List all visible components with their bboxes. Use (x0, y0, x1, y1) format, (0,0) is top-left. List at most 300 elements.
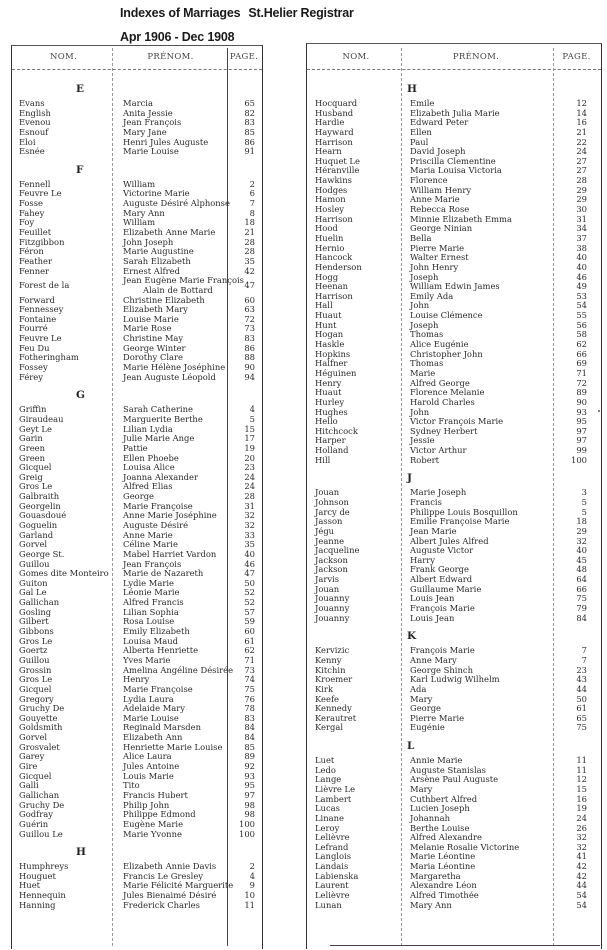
entry-nom: Hearn (315, 146, 342, 157)
entry-page: 72 (576, 377, 587, 388)
entry-nom: Harrison (315, 290, 353, 301)
entry-prenom: Philip John (123, 799, 170, 810)
entry-page: 56 (576, 319, 587, 330)
entry-prenom: John (410, 406, 430, 417)
entry-prenom: Jessie (410, 435, 435, 446)
entry-nom: Esnouf (19, 126, 49, 137)
entry-nom: Gire (19, 761, 38, 772)
entry-page: 32 (576, 535, 587, 546)
entry-nom: Lefrand (315, 841, 349, 852)
entry-prenom: Jean François (123, 558, 182, 569)
entry-page: 65 (244, 98, 255, 108)
entry-prenom: Elizabeth Mary (123, 304, 188, 315)
index-entry (315, 263, 600, 273)
entry-nom: Humphreys (19, 861, 69, 872)
index-entry (315, 488, 600, 498)
entry-page: 90 (576, 396, 587, 407)
entry-page: 6 (249, 188, 255, 199)
entry-page: 73 (244, 323, 255, 334)
entry-page: 28 (244, 491, 255, 502)
entry-prenom: Elizabeth Annie Davis (123, 861, 217, 872)
entry-page: 71 (244, 654, 255, 665)
entry-prenom: Dorothy Clare (123, 352, 183, 363)
entry-page: 27 (576, 165, 587, 176)
entry-prenom: Joseph (410, 271, 439, 282)
entry-page: 15 (244, 423, 255, 434)
entry-nom: Gallichan (19, 597, 60, 608)
right-header-page: PAGE. (562, 52, 591, 62)
entry-nom: Feuvre Le (19, 333, 62, 344)
entry-prenom: Mary Jane (123, 126, 167, 137)
entry-nom: Jackson (315, 554, 348, 565)
entry-nom: Grosvalet (19, 741, 60, 752)
entry-page: 62 (576, 339, 587, 350)
entry-nom: Griffin (19, 404, 47, 415)
entry-page: 100 (239, 828, 255, 839)
entry-page: 62 (244, 645, 255, 656)
entry-page: 97 (244, 789, 255, 800)
entry-page: 78 (244, 703, 255, 714)
entry-prenom: Alfred Elias (123, 481, 173, 492)
entry-page: 97 (576, 425, 587, 436)
entry-prenom: Louisa Maud (123, 635, 178, 646)
entry-prenom-line2: Alain de Bottard (143, 284, 213, 295)
entry-prenom: Arsène Paul Auguste (410, 774, 499, 785)
entry-prenom: Maria Léontine (410, 861, 476, 872)
entry-page: 31 (576, 213, 587, 224)
entry-page: 29 (576, 525, 587, 536)
entry-prenom: George Shinch (410, 664, 473, 675)
entry-prenom: William Henry (410, 184, 472, 195)
index-entry (315, 804, 600, 814)
index-entry (315, 292, 600, 302)
entry-prenom: Marie Yvonne (123, 828, 182, 839)
index-entry (315, 891, 600, 901)
entry-prenom: Priscilla Clementine (410, 155, 496, 166)
entry-page: 21 (576, 126, 587, 137)
entry-page: 83 (244, 712, 255, 723)
entry-page: 84 (244, 722, 255, 733)
entry-prenom: Berthe Louise (410, 822, 470, 833)
entry-prenom: Mabel Harriet Vardon (123, 548, 217, 559)
entry-prenom: Marie Françoise (123, 500, 193, 511)
entry-nom: Fosse (19, 198, 43, 209)
entry-page: 69 (576, 358, 587, 369)
entry-page: 48 (576, 564, 587, 575)
entry-page: 52 (244, 587, 255, 598)
entry-nom: Garey (19, 751, 45, 762)
entry-prenom: Rebecca Rose (410, 204, 470, 215)
entry-page: 61 (576, 703, 587, 714)
entry-page: 84 (244, 732, 255, 743)
entry-prenom: Frederick Charles (123, 899, 200, 910)
entry-page: 44 (576, 683, 587, 694)
entry-nom: Kergal (315, 722, 344, 733)
entry-prenom: Marie Rose (123, 323, 172, 334)
entry-nom: English (19, 107, 51, 118)
section-letter-l: L (407, 740, 415, 753)
left-header-prenom: PRÉNOM. (147, 52, 194, 62)
entry-prenom: David Joseph (410, 146, 466, 157)
entry-page: 100 (239, 818, 255, 829)
entry-prenom: George (410, 703, 442, 714)
entry-page: 85 (244, 741, 255, 752)
entry-nom: Kerautret (315, 712, 357, 723)
entry-page: 90 (244, 362, 255, 373)
entry-prenom: Emile (410, 98, 435, 108)
entry-page: 37 (576, 232, 587, 243)
entry-nom: Gouasdoué (19, 510, 67, 521)
entry-nom: Hancock (315, 252, 353, 263)
entry-prenom: Adelaide Mary (123, 703, 185, 714)
entry-prenom: François Marie (410, 603, 475, 614)
entry-page: 29 (576, 184, 587, 195)
entry-prenom: Marie Léontine (410, 851, 476, 862)
entry-page: 86 (244, 342, 255, 353)
entry-nom: Hernio (315, 242, 345, 253)
entry-prenom: Alfred George (410, 377, 470, 388)
entry-prenom: Sarah Catherine (123, 404, 193, 415)
entry-page: 75 (576, 593, 587, 604)
entry-nom: Kenny (315, 654, 342, 665)
entry-prenom: Francis Hubert (123, 789, 188, 800)
entry-page: 73 (244, 664, 255, 675)
entry-nom: Fennell (19, 178, 51, 189)
section-letter-e: E (76, 83, 85, 95)
entry-prenom: Ada (410, 683, 427, 694)
entry-prenom: Anne Marie Joséphine (123, 510, 217, 521)
right-header-divider (307, 69, 601, 70)
entry-prenom: Walter Ernest (410, 252, 469, 263)
entry-nom: George St. (19, 548, 65, 559)
entry-nom: Garin (19, 433, 43, 444)
entry-prenom: George Ninian (410, 223, 473, 234)
entry-page: 54 (576, 300, 587, 311)
entry-page: 40 (576, 261, 587, 272)
entry-nom: Hurley (315, 396, 345, 407)
entry-prenom: Pattie (123, 442, 148, 453)
entry-nom: Jackson (315, 564, 348, 575)
entry-nom: Kirk (315, 683, 334, 694)
entry-nom: Hamon (315, 194, 346, 205)
index-entry (315, 695, 600, 705)
entry-page: 7 (581, 645, 587, 656)
entry-prenom: Joseph (410, 319, 439, 330)
entry-prenom: Jean Marie (410, 525, 457, 536)
section-letter-g: G (76, 389, 85, 402)
entry-prenom: Louis Jean (410, 612, 455, 623)
entry-page: 4 (249, 870, 255, 881)
entry-prenom: Lilian Lydia (123, 423, 173, 434)
entry-prenom: Francis (410, 496, 442, 507)
entry-page: 42 (576, 870, 587, 881)
index-entry (315, 604, 600, 614)
entry-prenom: Louise Marie (123, 313, 179, 324)
entry-nom: Gal Le (19, 587, 47, 598)
entry-prenom: Marie Louise (123, 146, 179, 157)
entry-nom: Hall (315, 300, 333, 311)
entry-prenom: Ellen Phoebe (123, 452, 179, 463)
entry-page: 24 (244, 471, 255, 482)
index-entry (315, 224, 600, 234)
right-index-column (315, 76, 600, 910)
entry-nom: Guillou (19, 558, 50, 569)
entry-prenom: Mary Ann (123, 207, 165, 218)
section-letter-j: J (407, 472, 412, 485)
entry-page: 86 (244, 136, 255, 147)
entry-nom: Gomes dite Monteiro (19, 568, 109, 579)
entry-prenom: Auguste Stanislas (410, 764, 486, 775)
entry-nom: Huquet Le (315, 155, 360, 166)
entry-prenom (123, 276, 244, 295)
entry-prenom: Louisa Alice (123, 462, 175, 473)
entry-nom: Héranville (315, 165, 360, 176)
entry-nom: Feu Du (19, 342, 50, 353)
entry-nom: Ledo (315, 764, 336, 775)
entry-page: 79 (576, 603, 587, 614)
entry-page: 11 (244, 899, 255, 910)
entry-nom: Hughes (315, 406, 348, 417)
entry-prenom: Alfred Francis (123, 597, 184, 608)
entry-nom: Foy (19, 217, 35, 228)
entry-prenom: Julie Marie Ange (123, 433, 195, 444)
entry-nom: Hogan (315, 329, 344, 340)
entry-nom: Jasson (315, 516, 343, 527)
entry-nom: Gros Le (19, 674, 53, 685)
entry-nom: Fenner (19, 265, 50, 276)
entry-nom: Hawkins (315, 175, 352, 186)
entry-page: 58 (576, 329, 587, 340)
entry-page: 16 (576, 117, 587, 128)
entry-page: 11 (576, 755, 587, 766)
entry-page: 4 (249, 404, 255, 415)
index-entry (315, 118, 600, 128)
entry-prenom: John Joseph (123, 236, 174, 247)
entry-page: 83 (244, 117, 255, 128)
entry-page: 42 (576, 861, 587, 872)
entry-prenom: Rosa Louise (123, 616, 175, 627)
right-header-nom: NOM. (342, 52, 370, 62)
entry-nom: Hanning (19, 899, 56, 910)
entry-nom: Gicquel (19, 770, 52, 781)
entry-page: 32 (244, 520, 255, 530)
entry-page: 50 (244, 577, 255, 588)
entry-page: 26 (576, 822, 587, 833)
entry-nom: Husband (315, 107, 354, 118)
entry-page: 64 (576, 574, 587, 585)
entry-prenom: Sydney Herbert (410, 425, 478, 436)
entry-prenom: John Henry (410, 261, 459, 272)
entry-nom: Feather (19, 255, 53, 266)
entry-nom: Férey (19, 371, 43, 382)
entry-prenom: Alexandre Léon (410, 880, 477, 891)
entry-prenom: François Marie (410, 645, 475, 656)
entry-nom: Gicquel (19, 683, 52, 694)
entry-prenom: Lilian Sophia (123, 606, 179, 617)
entry-page: 3 (581, 487, 587, 498)
entry-nom: Forest de la (19, 280, 70, 291)
entry-nom: Johnson (315, 496, 349, 507)
entry-prenom: Christopher John (410, 348, 483, 359)
entry-page: 10 (244, 890, 255, 901)
entry-page: 5 (249, 413, 255, 424)
entry-page: 93 (244, 770, 255, 781)
entry-page: 18 (244, 217, 255, 228)
entry-prenom: Alfred Timothée (410, 890, 479, 901)
entry-page: 75 (244, 683, 255, 694)
entry-nom: Linane (315, 812, 344, 823)
entry-page: 45 (576, 554, 587, 565)
entry-page: 71 (576, 367, 587, 378)
entry-prenom: Marie Louise (123, 712, 179, 723)
entry-prenom: Louise Clémence (410, 310, 483, 321)
entry-page: 12 (576, 774, 587, 785)
index-entry (315, 675, 600, 685)
entry-page: 29 (576, 194, 587, 205)
entry-prenom: Bella (410, 232, 432, 243)
entry-nom: Gallichan (19, 789, 60, 800)
entry-page: 17 (244, 433, 255, 444)
entry-page: 28 (244, 236, 255, 247)
entry-prenom: Marie (410, 367, 436, 378)
entry-prenom: Guillaume Marie (410, 583, 482, 594)
entry-nom: Goldsmith (19, 722, 63, 733)
entry-nom: Feuvre Le (19, 188, 62, 199)
entry-nom: Laurent (315, 880, 349, 891)
entry-page: 54 (576, 890, 587, 901)
entry-nom: Hunt (315, 319, 337, 330)
entry-prenom: Emily Elizabeth (123, 626, 190, 637)
entry-nom: Hennequin (19, 890, 66, 901)
entry-prenom: Karl Ludwig Wilhelm (410, 674, 500, 685)
entry-nom: Jouanny (315, 603, 350, 614)
entry-prenom: Albert Jules Alfred (410, 535, 489, 546)
entry-nom: Hood (315, 223, 338, 234)
entry-prenom: Yves Marie (123, 654, 171, 665)
entry-nom: Jacqueline (315, 545, 360, 556)
entry-prenom: Marie Joseph (410, 487, 467, 498)
entry-nom: Fotheringham (19, 352, 79, 363)
entry-page: 2 (249, 861, 255, 872)
entry-prenom: Thomas (410, 329, 444, 340)
entry-nom: Georgelin (19, 500, 61, 511)
entry-page: 9 (249, 880, 255, 891)
entry-prenom: Maria Louisa Victoria (410, 165, 502, 176)
entry-page: 14 (576, 107, 587, 118)
entry-page: 65 (576, 712, 587, 723)
entry-nom: Evans (19, 98, 45, 108)
entry-nom: Jouanny (315, 612, 350, 623)
entry-page: 59 (244, 616, 255, 627)
entry-prenom: Lucien Joseph (410, 803, 470, 814)
entry-prenom: Harold Charles (410, 396, 475, 407)
entry-prenom: Mary Ann (410, 899, 452, 910)
entry-prenom: Anne Marie (410, 194, 460, 205)
index-entry (315, 646, 600, 656)
entry-prenom: Philippe Edmond (123, 809, 196, 820)
index-entry (315, 128, 600, 138)
entry-page: 20 (244, 452, 255, 463)
entry-page: 5 (581, 496, 587, 507)
entry-nom: Green (19, 442, 46, 453)
entry-nom: Gros Le (19, 481, 53, 492)
entry-prenom: George (123, 491, 155, 502)
entry-nom: Garland (19, 529, 54, 540)
entry-page: 40 (244, 548, 255, 559)
entry-page: 91 (244, 146, 255, 157)
entry-prenom: Marie Augustine (123, 246, 194, 257)
entry-nom: Labienska (315, 870, 359, 881)
entry-nom: Lelièvre (315, 832, 350, 843)
entry-page: 60 (244, 294, 255, 305)
entry-nom: Godfray (19, 809, 53, 820)
entry-prenom: Marie Hélène Joséphine (123, 362, 226, 373)
entry-prenom: Marie Françoise (123, 683, 193, 694)
entry-nom: Fitzgibbon (19, 236, 65, 247)
entry-page: 46 (244, 558, 255, 569)
entry-prenom: Lydia Laura (123, 693, 174, 704)
entry-prenom: Cuthbert Alfred (410, 793, 478, 804)
entry-nom: Langlois (315, 851, 352, 862)
entry-nom: Holland (315, 445, 349, 456)
entry-nom: Gruchy De (19, 799, 65, 810)
entry-nom: Hocquard (315, 98, 358, 108)
entry-nom: Harrison (315, 136, 353, 147)
entry-nom: Jarvis (315, 574, 340, 585)
entry-nom: Guérin (19, 818, 49, 829)
entry-prenom: Emily Ada (410, 290, 454, 301)
entry-prenom: Henri Jules Auguste (123, 136, 209, 147)
entry-nom: Esnée (19, 146, 45, 157)
entry-nom: Héguinen (315, 367, 357, 378)
entry-nom: Gregory (19, 693, 54, 704)
entry-page: 23 (244, 462, 255, 473)
entry-page: 35 (244, 255, 255, 266)
entry-prenom: Reginald Marsden (123, 722, 201, 733)
entry-nom: Lambert (315, 793, 352, 804)
entry-nom: Kennedy (315, 703, 352, 714)
entry-prenom: Melanie Rosalie Victorine (410, 841, 520, 852)
entry-prenom: Christine May (123, 333, 184, 344)
index-entry (315, 614, 600, 624)
left-index-column (19, 76, 259, 910)
entry-page: 76 (244, 693, 255, 704)
entry-page: 33 (244, 529, 255, 540)
entry-page: 7 (249, 198, 255, 209)
entry-prenom: Alberta Henriette (123, 645, 199, 656)
index-entry (19, 830, 259, 840)
entry-nom: Gibbons (19, 626, 54, 637)
entry-prenom: Victorine Marie (123, 188, 190, 199)
entry-page: 99 (576, 445, 587, 456)
entry-nom: Keefe (315, 693, 340, 704)
entry-page: 92 (244, 761, 255, 772)
entry-page: 18 (576, 516, 587, 527)
entry-page: 32 (576, 832, 587, 843)
entry-nom: Lucas (315, 803, 340, 814)
entry-page: 61 (244, 635, 255, 646)
entry-page: 50 (576, 693, 587, 704)
entry-page: 100 (571, 454, 587, 465)
entry-prenom-line1: Jean Eugène Marie François (123, 275, 244, 286)
entry-prenom: Anne Marie (123, 529, 173, 540)
entry-page: 5 (581, 506, 587, 517)
entry-prenom: Sarah Elizabeth (123, 255, 191, 266)
entry-prenom: Jean François (123, 117, 182, 128)
entry-nom: Hello (315, 416, 338, 427)
entry-page: 94 (244, 371, 255, 382)
entry-prenom: Frank George (410, 564, 469, 575)
